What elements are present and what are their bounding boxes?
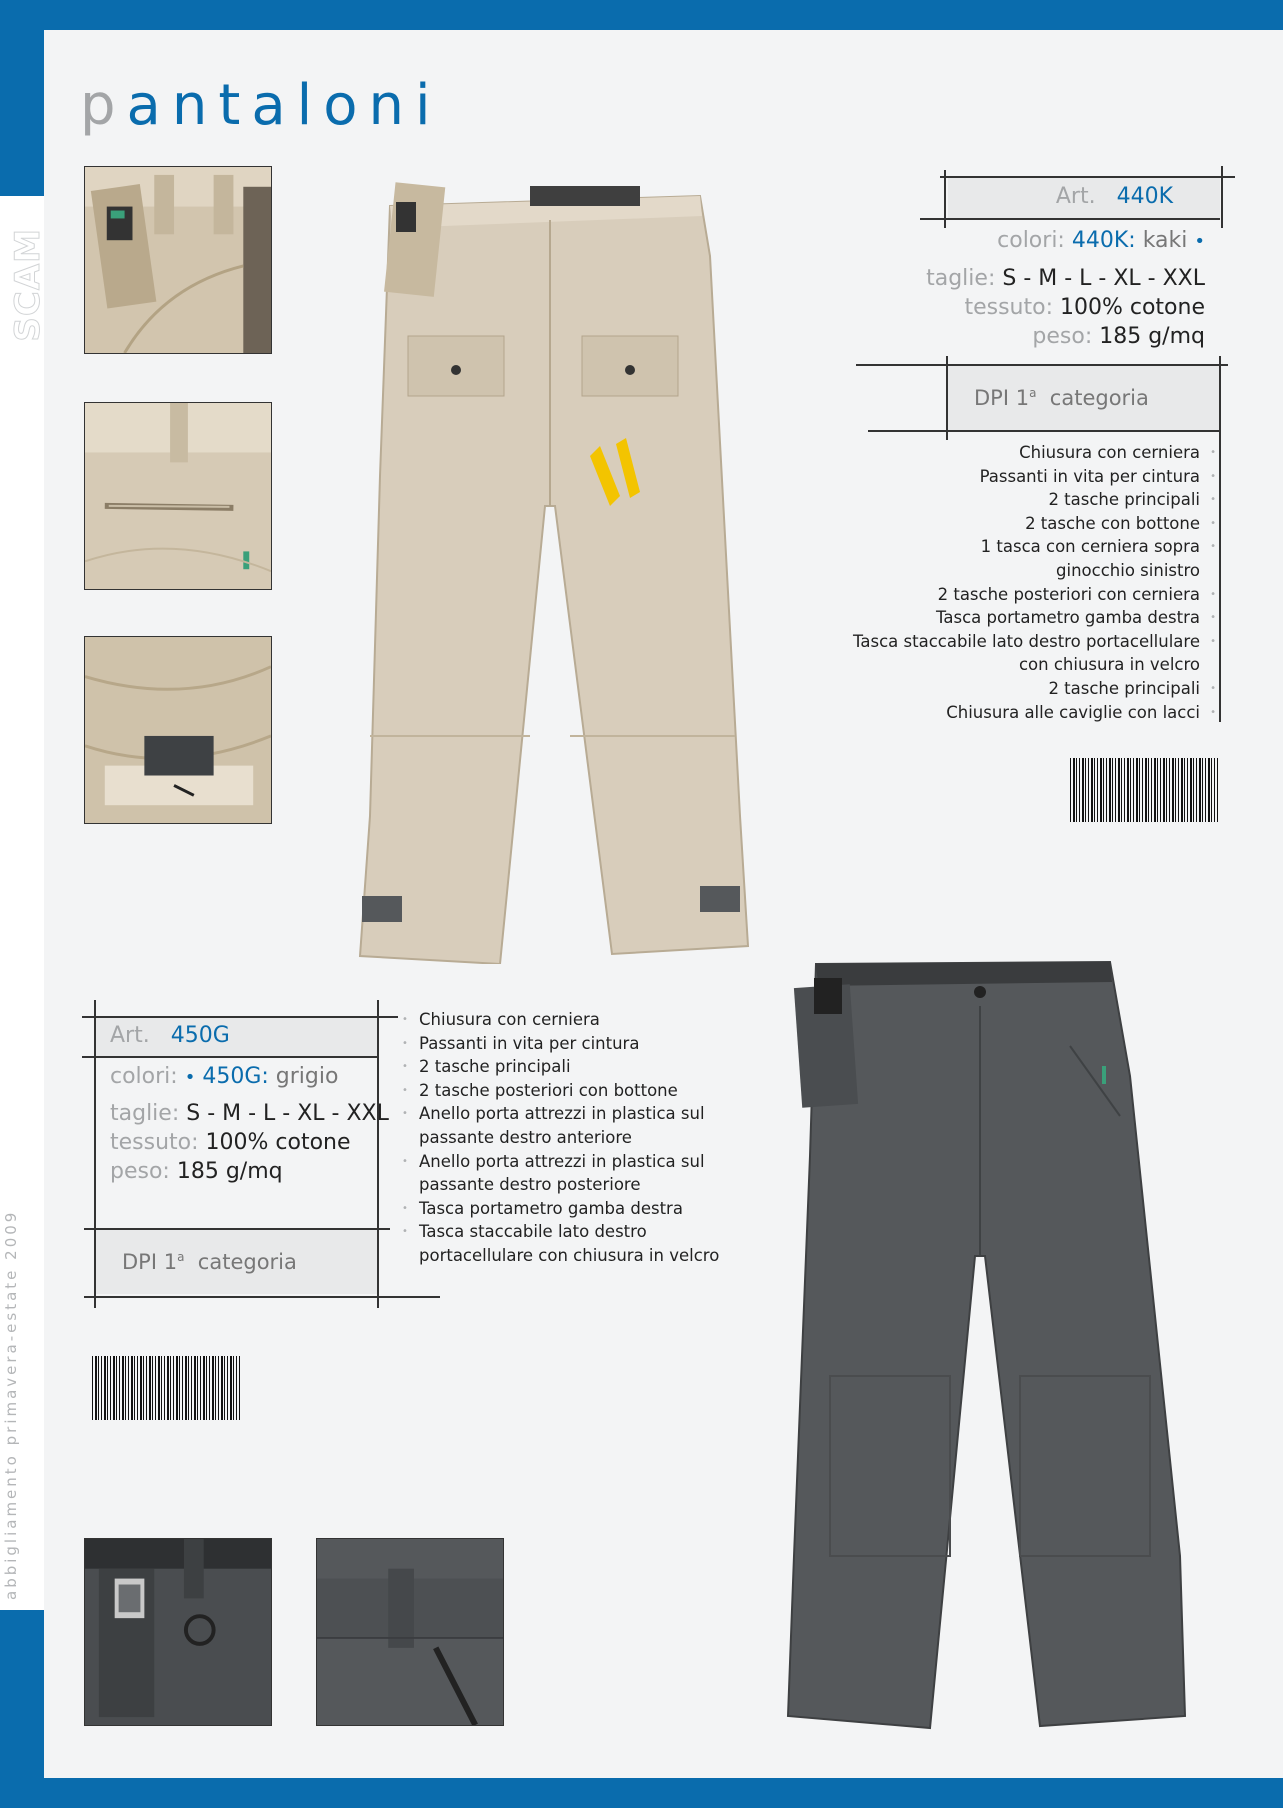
bullet-icon: •: [402, 1155, 408, 1167]
feature-item: [853, 441, 1220, 465]
bullet-icon: •: [1210, 588, 1216, 600]
taglie-label: taglie:: [110, 1101, 180, 1126]
spec450-hline-dpi-bottom: [84, 1296, 440, 1298]
art-label: Art.: [110, 1023, 150, 1048]
title-first-letter: p: [80, 73, 127, 138]
taglie-value: S - M - L - XL - XXL: [186, 1101, 389, 1126]
spec450-hline-top: [82, 1016, 398, 1018]
side-label: abbigliamento primavera-estate 2009: [2, 1209, 20, 1600]
colori-code: 440K:: [1071, 228, 1136, 253]
grey-pocket-image: [85, 1539, 271, 1725]
feature-text: Anello porta attrezzi in plastica sul: [419, 1104, 705, 1124]
spec440-hline-dpi-top: [856, 364, 1228, 366]
bullet-icon: •: [402, 1014, 408, 1025]
tessuto-value: 100% cotone: [1059, 295, 1205, 320]
feature-item: [853, 677, 1220, 701]
feature-text: Passanti in vita per cintura: [979, 466, 1200, 486]
bullet-icon: •: [1210, 470, 1216, 482]
peso-label: peso:: [110, 1159, 170, 1184]
feature-item: [853, 701, 1220, 725]
feature-text: Tasca portametro gamba destra: [419, 1198, 683, 1218]
bullet-icon: •: [1210, 517, 1216, 529]
spec450-peso: [110, 1161, 283, 1183]
color-dot-icon: •: [184, 1067, 196, 1088]
dpi-suffix: categoria: [197, 1250, 297, 1274]
feature-text: Tasca staccabile lato destro portacellulare: [853, 631, 1200, 651]
bullet-icon: •: [1210, 541, 1216, 553]
tessuto-label: tessuto:: [964, 295, 1053, 320]
spec440-dpi: [974, 386, 1149, 410]
bullet-icon: •: [1210, 682, 1216, 694]
thumb-khaki-phone-pocket: [84, 166, 272, 354]
bullet-icon: •: [1210, 706, 1216, 718]
spec440-art: [1056, 186, 1173, 208]
feature-text: 2 tasche posteriori con cerniera: [937, 584, 1200, 604]
bullet-icon: •: [402, 1084, 408, 1096]
feature-text: 2 tasche con bottone: [1025, 513, 1200, 533]
side-logo: SCAM: [8, 228, 48, 342]
khaki-ankle-image: [85, 637, 271, 823]
feature-item-continued: [853, 653, 1220, 677]
spec440-tessuto: [964, 297, 1205, 319]
tessuto-label: tessuto:: [110, 1130, 199, 1155]
feature-text: Tasca staccabile lato destro: [419, 1222, 647, 1242]
feature-text: 2 tasche posteriori con bottone: [419, 1080, 678, 1100]
bullet-icon: •: [402, 1061, 408, 1073]
thumb-khaki-ankle-lace: [84, 636, 272, 824]
bullet-icon: •: [1210, 494, 1216, 506]
spec450-tessuto: [110, 1132, 351, 1154]
spec450-hline-dpi-top: [84, 1228, 390, 1230]
feature-item: [853, 583, 1220, 607]
spec450-dpi: [122, 1250, 297, 1274]
peso-value: 185 g/mq: [1099, 324, 1205, 349]
art-code: 450G: [170, 1023, 230, 1048]
grey-trousers-image: [780, 956, 1190, 1736]
feature-text: 1 tasca con cerniera sopra: [980, 537, 1200, 557]
feature-text: 2 tasche principali: [1048, 490, 1200, 510]
page-title: [80, 73, 442, 138]
spec450-feature-list: [400, 1008, 719, 1268]
dpi-suffix: categoria: [1049, 386, 1149, 410]
bullet-icon: •: [1210, 635, 1216, 647]
khaki-trousers-drawing: [350, 176, 750, 964]
feature-text: Anello porta attrezzi in plastica sul: [419, 1151, 705, 1171]
grey-loop-image: [317, 1539, 503, 1725]
barcode-440k: [1070, 758, 1218, 822]
spec450-taglie: [110, 1103, 389, 1125]
spec450-art: [110, 1025, 230, 1047]
feature-item: [853, 535, 1220, 559]
khaki-pocket-image: [85, 167, 271, 353]
feature-item-continued: [400, 1173, 719, 1197]
spec440-colori: [997, 230, 1205, 252]
peso-value: 185 g/mq: [176, 1159, 283, 1184]
feature-text: passante destro posteriore: [419, 1175, 641, 1195]
dpi-sup: a: [1029, 386, 1037, 400]
colori-value: grigio: [275, 1064, 339, 1089]
feature-text: passante destro anteriore: [419, 1127, 632, 1147]
feature-item-continued: [853, 559, 1220, 583]
feature-item-continued: [400, 1244, 719, 1268]
feature-item: [853, 488, 1220, 512]
bullet-icon: •: [1210, 612, 1216, 624]
feature-item: [400, 1150, 719, 1174]
feature-item: [853, 465, 1220, 489]
feature-text: 2 tasche principali: [419, 1057, 571, 1077]
spec450-vline-right: [377, 1000, 379, 1308]
bullet-icon: •: [402, 1202, 408, 1214]
thumb-grey-belt-loop: [316, 1538, 504, 1726]
colori-code: 450G:: [202, 1064, 269, 1089]
peso-label: peso:: [1032, 324, 1093, 349]
feature-item: [400, 1079, 719, 1103]
feature-text: Passanti in vita per cintura: [419, 1033, 640, 1053]
feature-text: con chiusura in velcro: [1018, 655, 1200, 675]
color-dot-icon: •: [1194, 231, 1205, 252]
dpi-sup: a: [177, 1250, 185, 1264]
feature-text: 2 tasche principali: [1048, 678, 1200, 698]
feature-item: [400, 1008, 719, 1032]
khaki-trousers-image: [350, 176, 750, 964]
bullet-icon: •: [402, 1108, 408, 1120]
feature-text: portacellulare con chiusura in velcro: [419, 1245, 720, 1265]
spec450-colori: [110, 1066, 338, 1088]
feature-item: [400, 1102, 719, 1126]
top-bar: [0, 0, 1283, 30]
bullet-icon: •: [402, 1226, 408, 1238]
taglie-value: S - M - L - XL - XXL: [1002, 266, 1205, 291]
barcode-450g: [92, 1356, 240, 1420]
spec440-hline-top: [940, 176, 1235, 178]
title-rest: antaloni: [126, 73, 442, 138]
dpi-prefix: DPI 1: [122, 1250, 178, 1274]
thumb-grey-phone-pocket: [84, 1538, 272, 1726]
feature-text: Chiusura con cerniera: [419, 1010, 600, 1029]
khaki-zip-image: [85, 403, 271, 589]
spec440-peso: [1032, 326, 1205, 348]
feature-text: ginocchio sinistro: [1056, 560, 1200, 580]
spec440-taglie: [926, 268, 1205, 290]
feature-text: Chiusura con cerniera: [1019, 443, 1200, 462]
spec440-hline-dpi-bottom: [868, 430, 1220, 432]
bottom-bar: [0, 1778, 1283, 1808]
spec440-hline-mid: [920, 218, 1220, 220]
feature-item: [853, 512, 1220, 536]
feature-item: [400, 1197, 719, 1221]
bullet-icon: •: [1210, 447, 1216, 458]
bullet-icon: •: [402, 1037, 408, 1049]
tessuto-value: 100% cotone: [205, 1130, 351, 1155]
feature-text: Chiusura alle caviglie con lacci: [946, 702, 1200, 722]
dpi-prefix: DPI 1: [974, 386, 1030, 410]
feature-item-continued: [400, 1126, 719, 1150]
taglie-label: taglie:: [926, 266, 996, 291]
art-code: 440K: [1116, 184, 1173, 209]
feature-item: [853, 630, 1220, 654]
feature-item: [400, 1055, 719, 1079]
feature-item: [400, 1220, 719, 1244]
spec450-hline-mid: [82, 1056, 378, 1058]
spec440-vline-dpi-left: [946, 356, 948, 440]
feature-text: Tasca portametro gamba destra: [936, 608, 1200, 628]
art-label: Art.: [1055, 184, 1096, 209]
feature-item: [853, 606, 1220, 630]
spec440-feature-list: [853, 441, 1220, 724]
colori-value: kaki: [1142, 228, 1188, 253]
thumb-khaki-zip-pocket: [84, 402, 272, 590]
left-bar-top: [0, 0, 44, 196]
grey-trousers-drawing: [780, 956, 1190, 1736]
colori-label: colori:: [997, 228, 1065, 253]
colori-label: colori:: [110, 1064, 178, 1089]
feature-item: [400, 1032, 719, 1056]
